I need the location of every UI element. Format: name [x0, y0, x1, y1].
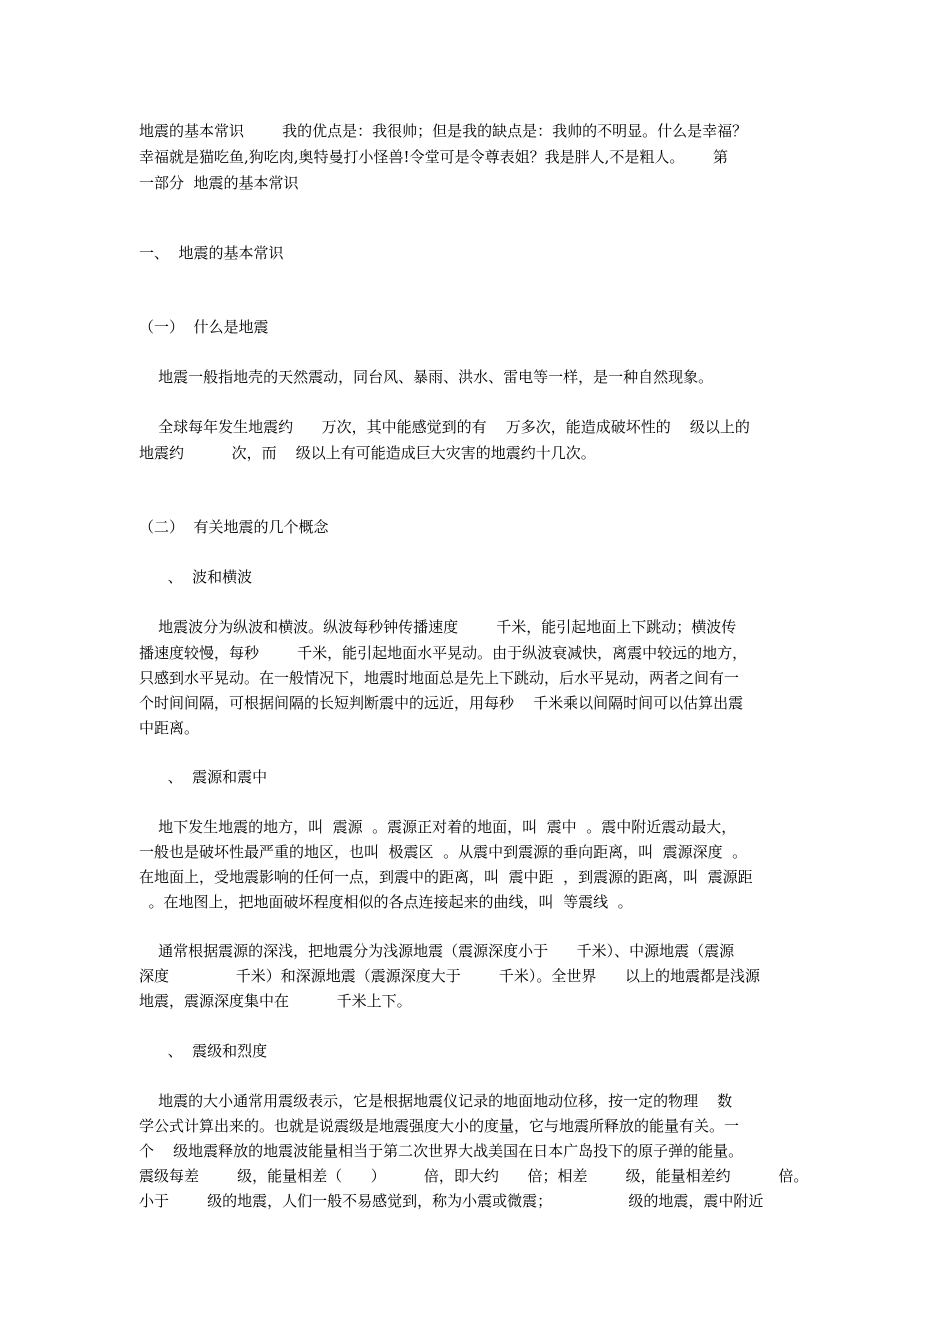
text-line: 小于 级的地震，人们一般不易感觉到，称为小震或微震； 级的地震，震中附近: [139, 1192, 764, 1210]
text-line: 学公式计算出来的。也就是说震级是地震强度大小的度量，它与地震所释放的能量有关。一: [139, 1117, 740, 1135]
text-line: 。在地图上，把地面破坏程度相似的各点连接起来的曲线，叫 等震线 。: [139, 893, 633, 911]
text-line: 全球每年发生地震约 万次，其中能感觉到的有 万多次，能造成破坏性的 级以上的: [139, 418, 750, 436]
section-heading: 一、 地震的基本常识: [139, 244, 284, 262]
text-line: 地震，震源深度集中在 千米上下。: [139, 992, 412, 1010]
text-line: 地下发生地震的地方，叫 震源 。震源正对着的地面，叫 震中 。震中附近震动最大，: [139, 818, 737, 836]
item-heading: 、 波和横波: [139, 568, 253, 586]
text-line: 地震的大小通常用震级表示，它是根据地震仪记录的地面地动位移，按一定的物理 数: [139, 1092, 733, 1110]
text-line: 深度 千米）和深源地震（震源深度大于 千米）。全世界 以上的地震都是浅源: [139, 967, 761, 985]
item-heading: 、 震级和烈度: [139, 1042, 268, 1060]
text-line: 一部分 地震的基本常识: [139, 174, 299, 192]
text-line: 幸福就是猫吃鱼,狗吃肉,奥特曼打小怪兽!令堂可是令尊表姐？我是胖人,不是粗人。 第: [139, 148, 728, 166]
subsection-heading: （二） 有关地震的几个概念: [139, 518, 329, 536]
text-line: 个时间间隔，可根据间隔的长短判断震中的远近，用每秒 千米乘以间隔时间可以估算出震: [139, 694, 744, 712]
text-line: 地震波分为纵波和横波。纵波每秒钟传播速度 千米，能引起地面上下跳动；横波传: [139, 618, 737, 636]
text-line: 通常根据震源的深浅，把地震分为浅源地震（震源深度小于 千米）、中源地震（震源: [139, 942, 735, 960]
text-line: 地震约 次，而 级以上有可能造成巨大灾害的地震约十几次。: [139, 444, 596, 462]
text-line: 一般也是破坏性最严重的地区，也叫 极震区 。从震中到震源的垂向距离，叫 震源深度 。: [139, 843, 748, 861]
item-heading: 、 震源和震中: [139, 768, 268, 786]
text-line: 在地面上，受地震影响的任何一点，到震中的距离，叫 震中距 ，到震源的距离，叫 震源距: [139, 868, 753, 886]
text-line: 只感到水平晃动。在一般情况下，地震时地面总是先上下跳动，后水平晃动，两者之间有一: [139, 669, 740, 687]
text-line: 播速度较慢，每秒 千米，能引起地面水平晃动。由于纵波衰减快，离震中较远的地方，: [139, 644, 748, 662]
subsection-heading: （一） 什么是地震: [139, 318, 269, 336]
text-line: 地震一般指地壳的天然震动，同台风、暴雨、洪水、雷电等一样，是一种自然现象。: [139, 368, 714, 386]
text-line: 个 级地震释放的地震波能量相当于第二次世界大战美国在日本广岛投下的原子弹的能量。: [139, 1142, 744, 1160]
text-line: 地震的基本常识 我的优点是：我很帅；但是我的缺点是：我帅的不明显。什么是幸福？: [139, 122, 748, 140]
text-line: 中距离。: [139, 719, 200, 737]
text-line: 震级每差 级，能量相差（ ） 倍，即大约 倍；相差 级，能量相差约 倍。: [139, 1167, 809, 1185]
